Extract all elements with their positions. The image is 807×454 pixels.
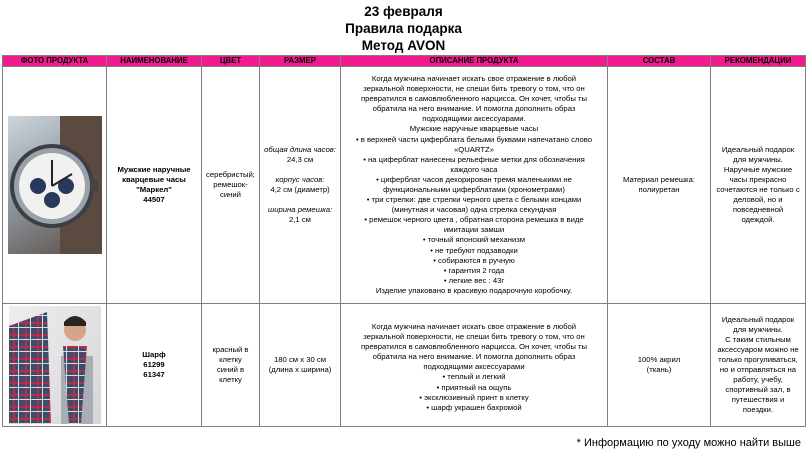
size-value: 24,3 см bbox=[286, 154, 314, 164]
recommendation-line: деловой, но и bbox=[733, 195, 783, 205]
recommendation-line: Идеальный подарок bbox=[721, 144, 795, 154]
scarf-composition-cell bbox=[608, 304, 711, 427]
size-value: 180 см х 30 см bbox=[273, 354, 327, 364]
scarf-recommendation-cell bbox=[711, 304, 806, 427]
table-row-watch bbox=[3, 67, 806, 304]
recommendation-line: только прогуливаться, bbox=[718, 354, 798, 364]
description-line: • гарантия 2 года bbox=[443, 265, 505, 275]
watch-illustration bbox=[8, 116, 102, 254]
page-subtitle: Правила подарка bbox=[345, 21, 462, 36]
recommendation-line: аксессуаром можно не bbox=[717, 344, 799, 354]
description-line: имитации замши bbox=[443, 225, 505, 235]
description-line: каждого часа bbox=[450, 164, 498, 174]
size-label: общая длина часов: bbox=[264, 144, 336, 154]
composition-line: полиуретан bbox=[638, 185, 680, 194]
recommendation-line: Идеальный подарок bbox=[721, 314, 795, 324]
description-line: • ремешок черного цвета , обратная сторона ремешка в виде bbox=[364, 215, 584, 225]
scarf-illustration bbox=[9, 306, 101, 424]
method-title: Метод AVON bbox=[361, 38, 446, 53]
description-line: превратился в самовлюбленного нарцисса. Он хочет, чтобы ты bbox=[360, 342, 588, 352]
name-line: Мужские наручные bbox=[117, 164, 191, 174]
description-line: зеркальной поверхности, не спеши бить тревогу о том, что он bbox=[363, 332, 585, 342]
description-line: • точный японский механизм bbox=[422, 235, 526, 245]
description-line: • собираются в ручную bbox=[433, 255, 515, 265]
description-line: • приятный на ощупь bbox=[436, 382, 512, 392]
color-line: синий bbox=[220, 190, 241, 200]
description-line: Изделие упаковано в красивую подарочную коробочку. bbox=[375, 285, 573, 295]
recommendation-line: поездки. bbox=[742, 405, 774, 415]
description-line: превратился в самовлюбленного нарцисса. Он хочет, чтобы ты bbox=[360, 94, 588, 104]
footnote: * Информацию по уходу можно найти выше bbox=[576, 437, 801, 449]
recommendation-line: С таким стильным bbox=[725, 334, 791, 344]
description-line: (минутная и часовая) одна стрелка секундная bbox=[391, 205, 557, 215]
article-number: 61347 bbox=[143, 370, 165, 380]
recommendation-line: повседневной bbox=[732, 205, 784, 215]
watch-color-cell bbox=[202, 67, 260, 304]
description-line: • не требуют подзаводки bbox=[430, 245, 518, 255]
photo-cell-scarf bbox=[3, 304, 107, 427]
color-line: синий в клетку bbox=[216, 365, 245, 385]
description-line: подходящими аксессуарами bbox=[423, 362, 525, 372]
description-line: функциональными циферблатами (хронометрами) bbox=[383, 185, 565, 194]
scarf-color-cell bbox=[202, 304, 260, 427]
name-line: Шарф bbox=[142, 349, 166, 359]
column-header-composition: СОСТАВ bbox=[608, 56, 711, 67]
size-value: 4,2 см (диаметр) bbox=[270, 185, 330, 194]
size-note: (длина х ширина) bbox=[268, 365, 332, 374]
scarf-photo bbox=[9, 306, 101, 424]
color-line: ремешок- bbox=[213, 179, 248, 189]
composition-line: 100% акрил bbox=[637, 354, 681, 364]
description-line: • в верхней части циферблата белыми буквами напечатано слово bbox=[355, 134, 593, 144]
name-line: кварцевые часы bbox=[122, 174, 186, 184]
column-header-description: ОПИСАНИЕ ПРОДУКТА bbox=[341, 56, 608, 67]
column-header-color: ЦВЕТ bbox=[202, 56, 260, 67]
column-header-photo: ФОТО ПРОДУКТА bbox=[3, 56, 107, 67]
description-line: • на циферблат нанесены рельефные метки для обозначения bbox=[363, 154, 585, 164]
watch-composition-cell bbox=[608, 67, 711, 304]
size-label: ширина ремешка: bbox=[267, 205, 333, 215]
description-line: Когда мужчина начинает искать свое отражение в любой bbox=[371, 322, 577, 331]
article-number: 44507 bbox=[143, 195, 165, 205]
recommendation-line: Наручные мужские bbox=[723, 164, 793, 174]
column-header-name: НАИМЕНОВАНИЕ bbox=[107, 56, 202, 67]
recommendation-line: для мужчины. bbox=[733, 154, 783, 164]
composition-line: Материал ремешка: bbox=[623, 174, 695, 184]
column-header-recommendations: РЕКОМЕНДАЦИИ bbox=[711, 56, 806, 67]
scarf-size-cell bbox=[260, 304, 341, 427]
size-value: 2,1 см bbox=[289, 215, 311, 225]
watch-size-cell bbox=[260, 67, 341, 304]
recommendation-line: работу, учебу, bbox=[733, 375, 783, 385]
watch-photo bbox=[8, 116, 102, 254]
watch-description-cell bbox=[341, 67, 608, 304]
table-row-scarf bbox=[3, 304, 806, 427]
column-header-size: РАЗМЕР bbox=[260, 56, 341, 67]
table-header-row bbox=[3, 56, 806, 67]
recommendation-line: путешествия и bbox=[731, 395, 785, 405]
description-line: зеркальной поверхности, не спеши бить тревогу о том, что он bbox=[363, 84, 585, 94]
watch-recommendation-cell bbox=[711, 67, 806, 304]
size-label: корпус часов: bbox=[275, 174, 325, 184]
description-line: • три стрелки: две стрелки черного цвета с белыми концами bbox=[366, 195, 582, 205]
color-line: красный в bbox=[212, 344, 249, 354]
name-line: "Маркел" bbox=[136, 185, 172, 194]
description-line: подходящими аксессуарами. bbox=[422, 114, 526, 124]
title-block bbox=[0, 0, 807, 56]
recommendation-line: часы прекрасно bbox=[729, 174, 787, 184]
description-line: обратила на него внимание. И помогла дополнить образ bbox=[372, 104, 576, 114]
scarf-description-cell bbox=[341, 304, 608, 427]
recommendation-line: но и отправляться на bbox=[719, 365, 797, 374]
recommendation-line: сочетаются не только с bbox=[716, 185, 800, 194]
product-table bbox=[2, 55, 806, 427]
description-line: Когда мужчина начинает искать свое отражение в любой bbox=[371, 73, 577, 83]
recommendation-line: одеждой. bbox=[741, 215, 775, 225]
watch-name-cell bbox=[107, 67, 202, 304]
color-line: серебристый; bbox=[206, 169, 255, 179]
description-line: Мужские наручные кварцевые часы bbox=[409, 124, 539, 134]
recommendation-line: спортивный зал, в bbox=[725, 385, 791, 395]
page-title: 23 февраля bbox=[364, 4, 443, 19]
composition-line: (ткань) bbox=[646, 365, 672, 374]
description-line: «QUARTZ» bbox=[453, 144, 494, 154]
description-line: • шарф украшен бахромой bbox=[426, 402, 522, 412]
description-line: • циферблат часов декорирован тремя маленькими не bbox=[376, 174, 572, 184]
article-number: 61299 bbox=[143, 359, 165, 369]
color-line: клетку bbox=[219, 354, 242, 364]
description-line: • легкие вес : 43г bbox=[443, 275, 505, 285]
scarf-name-cell bbox=[107, 304, 202, 427]
recommendation-line: для мужчины. bbox=[733, 324, 783, 334]
description-line: • теплый и легкий bbox=[442, 372, 506, 382]
description-line: обратила на него внимание. И помогла дополнить образ bbox=[372, 352, 576, 362]
description-line: • эксклюзивный принт в клетку bbox=[419, 392, 529, 402]
photo-cell-watch bbox=[3, 67, 107, 304]
